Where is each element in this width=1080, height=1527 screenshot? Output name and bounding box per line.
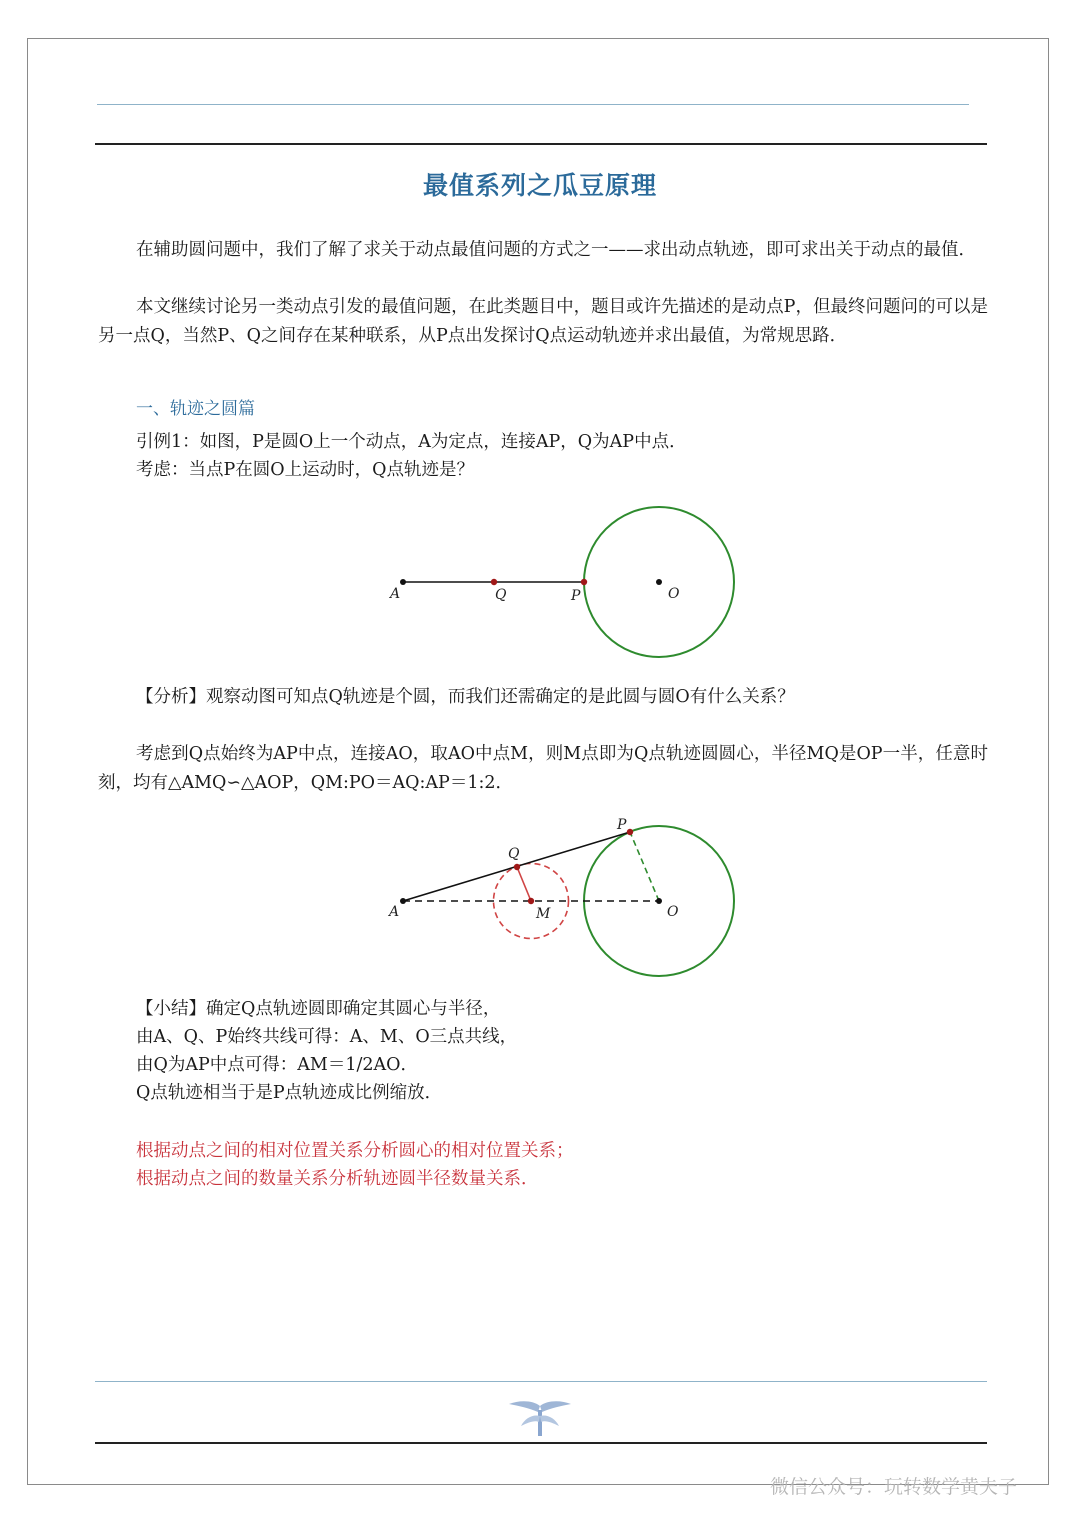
point-a	[400, 898, 406, 904]
segment-mq	[517, 867, 531, 901]
point-m	[528, 898, 534, 904]
point-p	[627, 829, 633, 835]
label-q: Q	[495, 587, 507, 603]
summary-line-4: Q点轨迹相当于是P点轨迹成比例缩放．	[136, 1083, 443, 1103]
section-heading: 一、轨迹之圆篇	[136, 399, 255, 419]
summary-line-2: 由A、Q、P始终共线可得：A、M、O三点共线，	[136, 1027, 518, 1047]
label-a: A	[389, 904, 400, 920]
figure-2	[380, 812, 760, 982]
label-o: O	[667, 904, 679, 920]
point-q	[514, 864, 520, 870]
label-p: P	[571, 588, 581, 604]
conclusion-line-2: 根据动点之间的数量关系分析轨迹圆半径数量关系．	[136, 1169, 539, 1189]
summary-line-3: 由Q为AP中点可得：AM＝1/2AO．	[136, 1055, 418, 1075]
footer-rule-dark	[95, 1442, 987, 1444]
point-o	[656, 898, 662, 904]
label-o: O	[668, 586, 680, 602]
summary-line-1: 【小结】确定Q点轨迹圆即确定其圆心与半径，	[136, 999, 501, 1019]
example-question: 考虑：当点P在圆O上运动时，Q点轨迹是？	[136, 460, 474, 480]
point-a	[400, 579, 406, 585]
intro-paragraph-1: 在辅助圆问题中，我们了解了求关于动点最值问题的方式之一——求出动点轨迹，即可求出关于动点的最值．	[136, 240, 976, 260]
label-q: Q	[508, 846, 520, 862]
footer-rule-blue	[95, 1381, 987, 1382]
figure-1	[380, 500, 760, 670]
page-title: 最值系列之瓜豆原理	[422, 171, 657, 200]
example-statement: 引例1：如图，P是圆O上一个动点，A为定点，连接AP，Q为AP中点．	[136, 432, 687, 452]
reasoning-paragraph: 考虑到Q点始终为AP中点，连接AO，取AO中点M，则M点即为Q点轨迹圆圆心，半径MQ是OP一半，任意时刻，均有△AMQ∽△AOP，QM:PO＝AQ:AP＝1:2．	[98, 744, 988, 793]
conclusion-line-1: 根据动点之间的相对位置关系分析圆心的相对位置关系；	[136, 1141, 574, 1161]
label-a: A	[390, 586, 401, 602]
intro-paragraph-2: 本文继续讨论另一类动点引发的最值问题，在此类题目中，题目或许先描述的是动点P，但最终问题问的可以是另一点Q，当然P、Q之间存在某种联系，从P点出发探讨Q点运动轨迹并求出最值，为常规思路．	[98, 297, 988, 346]
header-rule-dark	[95, 143, 987, 145]
label-m: M	[536, 906, 551, 922]
point-p	[581, 579, 587, 585]
header-rule-blue	[97, 104, 969, 105]
segment-op	[630, 832, 659, 901]
footer-logo-icon	[505, 1398, 575, 1440]
point-o	[656, 579, 662, 585]
watermark-text: 微信公众号：玩转数学黄夫子	[770, 1476, 1018, 1498]
analysis-text: 【分析】观察动图可知点Q轨迹是个圆，而我们还需确定的是此圆与圆O有什么关系？	[136, 687, 795, 707]
point-q	[491, 579, 497, 585]
label-p: P	[617, 817, 627, 833]
